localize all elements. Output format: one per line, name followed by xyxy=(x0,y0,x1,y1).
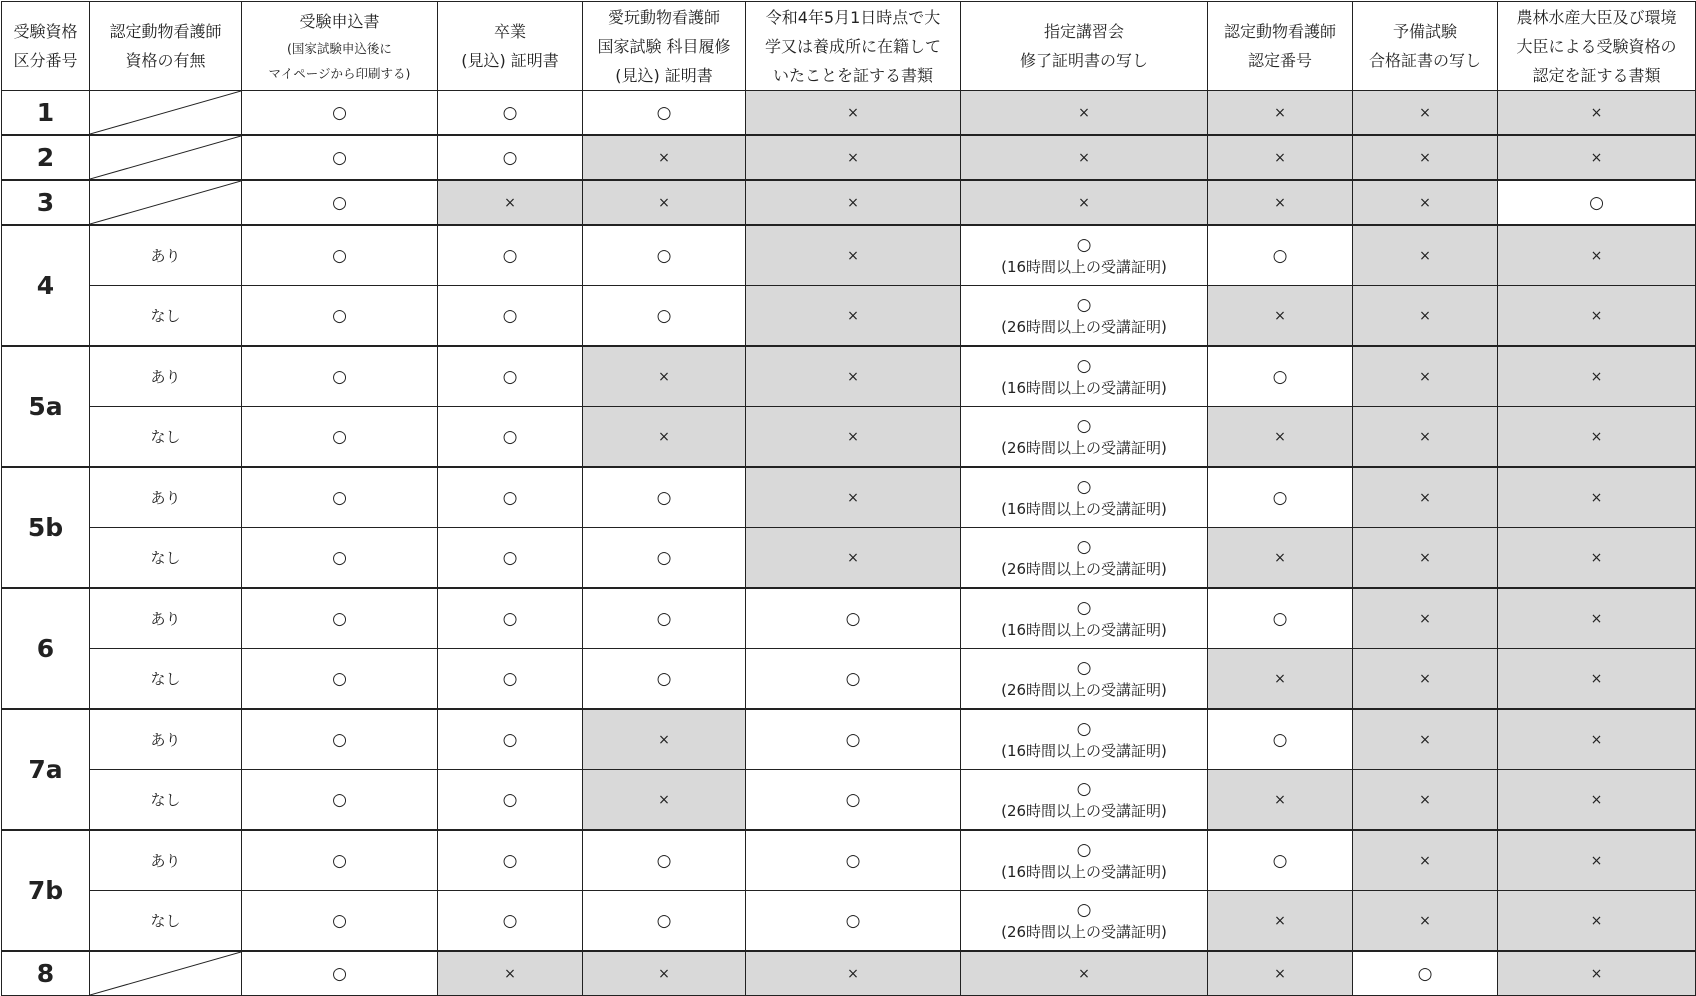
requirement-ministerial-recognition-not-required: × xyxy=(1498,286,1696,347)
certified-status: なし xyxy=(90,286,242,347)
required-mark: ○ xyxy=(1076,778,1092,799)
requirement-enrollment-proof-required: ○ xyxy=(746,891,961,952)
requirement-ministerial-recognition-not-required: × xyxy=(1498,649,1696,710)
requirement-ministerial-recognition-not-required: × xyxy=(1498,225,1696,286)
requirement-graduation-certificate-required: ○ xyxy=(438,346,583,407)
requirement-certification-number-required: ○ xyxy=(1208,346,1353,407)
certified-status: なし xyxy=(90,770,242,831)
requirement-application-form-required: ○ xyxy=(242,770,438,831)
requirement-enrollment-proof-required: ○ xyxy=(746,830,961,891)
requirement-certification-number-not-required: × xyxy=(1208,528,1353,589)
requirement-course-completion-certificate-required: ○ xyxy=(583,588,746,649)
requirement-lecture-completion-copy-not-required: × xyxy=(961,180,1208,225)
requirement-lecture-completion-copy-required xyxy=(961,346,1208,407)
requirement-certification-number-not-required: × xyxy=(1208,135,1353,180)
required-mark: ○ xyxy=(1076,415,1092,436)
requirement-preliminary-exam-copy-not-required: × xyxy=(1353,135,1498,180)
requirement-preliminary-exam-copy-not-required: × xyxy=(1353,649,1498,710)
requirement-ministerial-recognition-not-required: × xyxy=(1498,709,1696,770)
header-certified-nurse-status: 認定動物看護師 資格の有無 xyxy=(90,2,242,91)
category-number: 7a xyxy=(2,709,90,830)
diagonal-line-icon xyxy=(90,136,241,179)
requirement-preliminary-exam-copy-not-required: × xyxy=(1353,709,1498,770)
requirement-lecture-completion-copy-required xyxy=(961,225,1208,286)
required-mark: ○ xyxy=(1076,294,1092,315)
table-row xyxy=(2,180,1696,225)
table-row xyxy=(2,830,1696,891)
required-mark: ○ xyxy=(1076,355,1092,376)
requirement-preliminary-exam-copy-not-required: × xyxy=(1353,467,1498,528)
requirement-lecture-completion-copy-required xyxy=(961,709,1208,770)
requirement-ministerial-recognition-not-required: × xyxy=(1498,346,1696,407)
requirement-course-completion-certificate-required: ○ xyxy=(583,467,746,528)
header-lecture-completion-copy: 指定講習会 修了証明書の写し xyxy=(961,2,1208,91)
requirement-certification-number-not-required: × xyxy=(1208,407,1353,468)
requirement-enrollment-proof-not-required: × xyxy=(746,346,961,407)
required-mark: ○ xyxy=(1076,597,1092,618)
requirement-enrollment-proof-required: ○ xyxy=(746,649,961,710)
header-enrollment-proof: 令和4年5月1日時点で大 学又は養成所に在籍して いたことを証する書類 xyxy=(746,2,961,91)
lecture-hours-note: (16時間以上の受講証明) xyxy=(1001,862,1167,881)
category-number: 3 xyxy=(2,180,90,225)
requirement-preliminary-exam-copy-not-required: × xyxy=(1353,588,1498,649)
header-row xyxy=(2,2,1696,91)
requirement-certification-number-required: ○ xyxy=(1208,830,1353,891)
certified-status: あり xyxy=(90,467,242,528)
lecture-hours-note: (26時間以上の受講証明) xyxy=(1001,922,1167,941)
requirement-lecture-completion-copy-required xyxy=(961,588,1208,649)
requirement-graduation-certificate-required: ○ xyxy=(438,891,583,952)
requirement-certification-number-not-required: × xyxy=(1208,891,1353,952)
required-mark: ○ xyxy=(1076,476,1092,497)
certified-status: あり xyxy=(90,709,242,770)
lecture-hours-note: (16時間以上の受講証明) xyxy=(1001,741,1167,760)
lecture-hours-note: (16時間以上の受講証明) xyxy=(1001,499,1167,518)
requirement-course-completion-certificate-not-required: × xyxy=(583,770,746,831)
category-number: 8 xyxy=(2,951,90,996)
header-graduation-certificate: 卒業 (見込) 証明書 xyxy=(438,2,583,91)
requirement-lecture-completion-copy-not-required: × xyxy=(961,91,1208,136)
header-course-completion-certificate: 愛玩動物看護師 国家試験 科目履修 (見込) 証明書 xyxy=(583,2,746,91)
required-mark: ○ xyxy=(1076,839,1092,860)
table-row xyxy=(2,709,1696,770)
requirement-course-completion-certificate-not-required: × xyxy=(583,407,746,468)
requirement-preliminary-exam-copy-not-required: × xyxy=(1353,91,1498,136)
not-applicable-slash xyxy=(90,951,242,996)
requirement-certification-number-not-required: × xyxy=(1208,770,1353,831)
requirement-preliminary-exam-copy-required: ○ xyxy=(1353,951,1498,996)
requirement-ministerial-recognition-not-required: × xyxy=(1498,91,1696,136)
requirement-ministerial-recognition-not-required: × xyxy=(1498,588,1696,649)
requirement-ministerial-recognition-not-required: × xyxy=(1498,770,1696,831)
requirement-course-completion-certificate-not-required: × xyxy=(583,346,746,407)
table-row xyxy=(2,225,1696,286)
table-row xyxy=(2,891,1696,952)
requirement-ministerial-recognition-required: ○ xyxy=(1498,180,1696,225)
requirement-course-completion-certificate-not-required: × xyxy=(583,951,746,996)
requirement-lecture-completion-copy-required xyxy=(961,286,1208,347)
requirement-course-completion-certificate-required: ○ xyxy=(583,830,746,891)
requirement-course-completion-certificate-required: ○ xyxy=(583,649,746,710)
table-row xyxy=(2,91,1696,136)
requirement-enrollment-proof-not-required: × xyxy=(746,951,961,996)
requirement-lecture-completion-copy-not-required: × xyxy=(961,135,1208,180)
requirement-application-form-required: ○ xyxy=(242,91,438,136)
category-number: 4 xyxy=(2,225,90,346)
requirement-graduation-certificate-required: ○ xyxy=(438,588,583,649)
lecture-hours-note: (26時間以上の受講証明) xyxy=(1001,438,1167,457)
requirement-ministerial-recognition-not-required: × xyxy=(1498,467,1696,528)
required-mark: ○ xyxy=(1076,718,1092,739)
certified-status: あり xyxy=(90,588,242,649)
not-applicable-slash xyxy=(90,180,242,225)
requirement-graduation-certificate-required: ○ xyxy=(438,91,583,136)
diagonal-line-icon xyxy=(90,952,241,995)
requirement-preliminary-exam-copy-not-required: × xyxy=(1353,407,1498,468)
requirement-lecture-completion-copy-not-required: × xyxy=(961,951,1208,996)
requirement-course-completion-certificate-not-required: × xyxy=(583,180,746,225)
requirement-certification-number-required: ○ xyxy=(1208,588,1353,649)
requirement-lecture-completion-copy-required xyxy=(961,467,1208,528)
requirement-enrollment-proof-not-required: × xyxy=(746,286,961,347)
table-row xyxy=(2,528,1696,589)
lecture-hours-note: (16時間以上の受講証明) xyxy=(1001,620,1167,639)
certified-status: あり xyxy=(90,225,242,286)
header-preliminary-exam-copy: 予備試験 合格証書の写し xyxy=(1353,2,1498,91)
requirement-application-form-required: ○ xyxy=(242,588,438,649)
requirement-enrollment-proof-not-required: × xyxy=(746,180,961,225)
requirement-preliminary-exam-copy-not-required: × xyxy=(1353,770,1498,831)
requirement-application-form-required: ○ xyxy=(242,467,438,528)
table-row xyxy=(2,346,1696,407)
requirement-certification-number-required: ○ xyxy=(1208,225,1353,286)
requirement-application-form-required: ○ xyxy=(242,135,438,180)
table-row xyxy=(2,770,1696,831)
requirement-certification-number-not-required: × xyxy=(1208,649,1353,710)
requirement-graduation-certificate-required: ○ xyxy=(438,135,583,180)
requirement-preliminary-exam-copy-not-required: × xyxy=(1353,528,1498,589)
requirement-certification-number-required: ○ xyxy=(1208,709,1353,770)
requirement-application-form-required: ○ xyxy=(242,346,438,407)
requirement-lecture-completion-copy-required xyxy=(961,407,1208,468)
requirement-application-form-required: ○ xyxy=(242,180,438,225)
requirement-preliminary-exam-copy-not-required: × xyxy=(1353,225,1498,286)
category-number: 5b xyxy=(2,467,90,588)
requirement-lecture-completion-copy-required xyxy=(961,649,1208,710)
category-number: 5a xyxy=(2,346,90,467)
required-mark: ○ xyxy=(1076,899,1092,920)
requirement-course-completion-certificate-required: ○ xyxy=(583,286,746,347)
requirement-enrollment-proof-not-required: × xyxy=(746,407,961,468)
certified-status: なし xyxy=(90,649,242,710)
requirement-course-completion-certificate-required: ○ xyxy=(583,91,746,136)
requirement-graduation-certificate-required: ○ xyxy=(438,286,583,347)
requirement-application-form-required: ○ xyxy=(242,891,438,952)
certified-status: あり xyxy=(90,346,242,407)
requirement-application-form-required: ○ xyxy=(242,225,438,286)
requirement-graduation-certificate-not-required: × xyxy=(438,180,583,225)
requirement-ministerial-recognition-not-required: × xyxy=(1498,891,1696,952)
requirement-application-form-required: ○ xyxy=(242,830,438,891)
table-row xyxy=(2,467,1696,528)
requirement-certification-number-not-required: × xyxy=(1208,286,1353,347)
required-mark: ○ xyxy=(1076,657,1092,678)
header-category-number: 受験資格 区分番号 xyxy=(2,2,90,91)
requirement-application-form-required: ○ xyxy=(242,649,438,710)
requirement-ministerial-recognition-not-required: × xyxy=(1498,830,1696,891)
requirement-application-form-required: ○ xyxy=(242,951,438,996)
requirement-enrollment-proof-not-required: × xyxy=(746,91,961,136)
lecture-hours-note: (26時間以上の受講証明) xyxy=(1001,317,1167,336)
not-applicable-slash xyxy=(90,91,242,136)
category-number: 7b xyxy=(2,830,90,951)
requirement-course-completion-certificate-required: ○ xyxy=(583,528,746,589)
category-number: 2 xyxy=(2,135,90,180)
requirement-enrollment-proof-required: ○ xyxy=(746,588,961,649)
requirement-course-completion-certificate-not-required: × xyxy=(583,135,746,180)
requirement-graduation-certificate-not-required: × xyxy=(438,951,583,996)
requirement-graduation-certificate-required: ○ xyxy=(438,467,583,528)
requirement-lecture-completion-copy-required xyxy=(961,770,1208,831)
category-number: 1 xyxy=(2,91,90,136)
requirement-enrollment-proof-required: ○ xyxy=(746,709,961,770)
certified-status: なし xyxy=(90,891,242,952)
requirement-graduation-certificate-required: ○ xyxy=(438,830,583,891)
requirement-enrollment-proof-not-required: × xyxy=(746,467,961,528)
lecture-hours-note: (16時間以上の受講証明) xyxy=(1001,378,1167,397)
required-mark: ○ xyxy=(1076,234,1092,255)
requirement-graduation-certificate-required: ○ xyxy=(438,770,583,831)
requirement-ministerial-recognition-not-required: × xyxy=(1498,951,1696,996)
requirement-certification-number-not-required: × xyxy=(1208,180,1353,225)
requirement-enrollment-proof-not-required: × xyxy=(746,225,961,286)
requirement-lecture-completion-copy-required xyxy=(961,891,1208,952)
certified-status: あり xyxy=(90,830,242,891)
requirement-course-completion-certificate-required: ○ xyxy=(583,891,746,952)
requirement-graduation-certificate-required: ○ xyxy=(438,407,583,468)
requirement-lecture-completion-copy-required xyxy=(961,528,1208,589)
requirement-graduation-certificate-required: ○ xyxy=(438,649,583,710)
requirement-enrollment-proof-not-required: × xyxy=(746,135,961,180)
requirement-preliminary-exam-copy-not-required: × xyxy=(1353,830,1498,891)
requirement-ministerial-recognition-not-required: × xyxy=(1498,528,1696,589)
header-certification-number: 認定動物看護師 認定番号 xyxy=(1208,2,1353,91)
requirement-application-form-required: ○ xyxy=(242,407,438,468)
requirement-ministerial-recognition-not-required: × xyxy=(1498,135,1696,180)
header-application-form: 受験申込書 (国家試験申込後に マイページから印刷する) xyxy=(242,2,438,91)
requirement-enrollment-proof-not-required: × xyxy=(746,528,961,589)
header-ministerial-recognition: 農林水産大臣及び環境 大臣による受験資格の 認定を証する書類 xyxy=(1498,2,1696,91)
lecture-hours-note: (16時間以上の受講証明) xyxy=(1001,257,1167,276)
lecture-hours-note: (26時間以上の受講証明) xyxy=(1001,801,1167,820)
diagonal-line-icon xyxy=(90,91,241,134)
requirement-preliminary-exam-copy-not-required: × xyxy=(1353,891,1498,952)
requirement-application-form-required: ○ xyxy=(242,528,438,589)
document-requirements-table xyxy=(1,1,1696,996)
table-row xyxy=(2,649,1696,710)
table-row xyxy=(2,135,1696,180)
requirement-graduation-certificate-required: ○ xyxy=(438,709,583,770)
requirement-graduation-certificate-required: ○ xyxy=(438,225,583,286)
requirement-graduation-certificate-required: ○ xyxy=(438,528,583,589)
requirement-lecture-completion-copy-required xyxy=(961,830,1208,891)
requirement-course-completion-certificate-not-required: × xyxy=(583,709,746,770)
category-number: 6 xyxy=(2,588,90,709)
requirement-preliminary-exam-copy-not-required: × xyxy=(1353,346,1498,407)
requirement-course-completion-certificate-required: ○ xyxy=(583,225,746,286)
requirement-certification-number-not-required: × xyxy=(1208,91,1353,136)
table-row xyxy=(2,407,1696,468)
required-mark: ○ xyxy=(1076,536,1092,557)
diagonal-line-icon xyxy=(90,181,241,224)
table-row xyxy=(2,588,1696,649)
requirement-preliminary-exam-copy-not-required: × xyxy=(1353,286,1498,347)
requirement-ministerial-recognition-not-required: × xyxy=(1498,407,1696,468)
lecture-hours-note: (26時間以上の受講証明) xyxy=(1001,559,1167,578)
requirement-certification-number-required: ○ xyxy=(1208,467,1353,528)
lecture-hours-note: (26時間以上の受講証明) xyxy=(1001,680,1167,699)
certified-status: なし xyxy=(90,528,242,589)
certified-status: なし xyxy=(90,407,242,468)
not-applicable-slash xyxy=(90,135,242,180)
requirement-application-form-required: ○ xyxy=(242,709,438,770)
table-row xyxy=(2,951,1696,996)
requirement-enrollment-proof-required: ○ xyxy=(746,770,961,831)
table-body xyxy=(2,91,1696,996)
requirement-application-form-required: ○ xyxy=(242,286,438,347)
table-row xyxy=(2,286,1696,347)
requirement-certification-number-not-required: × xyxy=(1208,951,1353,996)
requirement-preliminary-exam-copy-not-required: × xyxy=(1353,180,1498,225)
